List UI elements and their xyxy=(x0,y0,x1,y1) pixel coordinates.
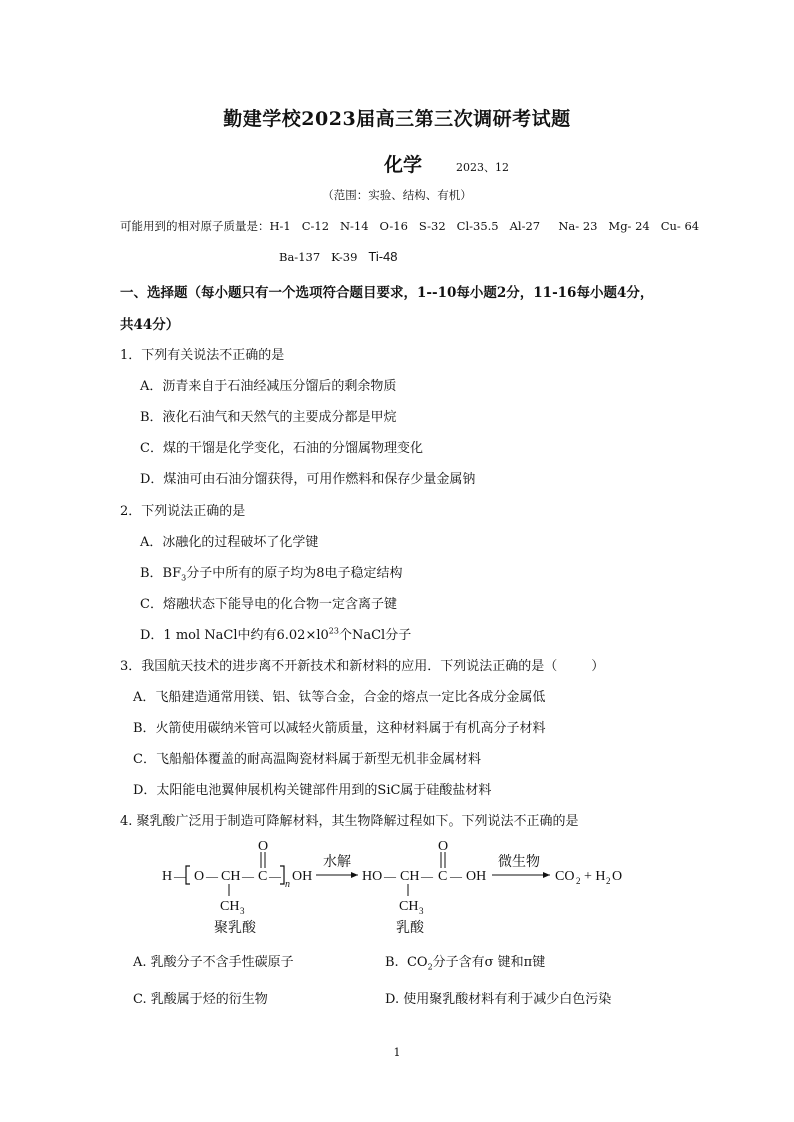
question-2-option-d-post: 个NaCl分子 xyxy=(338,628,412,643)
question-3-option-a: A．飞船建造通常用镁、铝、钛等合金，合金的熔点一定比各成分金属低 xyxy=(133,690,546,705)
question-2-option-c: C．熔融状态下能导电的化合物一定含离子键 xyxy=(140,597,397,612)
question-1-stem: 1．下列有关说法不正确的是 xyxy=(120,348,285,363)
section-heading: 一、选择题（每小题只有一个选项符合题目要求，1--10每小题2分，11-16每小题4分， xyxy=(120,285,654,301)
page-number: 1 xyxy=(393,1046,401,1059)
scheme-n: n xyxy=(285,879,290,890)
scheme-ch3-1: CH xyxy=(220,899,240,914)
scheme-dash-4: — xyxy=(269,869,281,883)
scheme-ch3-2: CH xyxy=(399,899,419,914)
scheme-acid-name: 乳酸 xyxy=(396,921,424,936)
scheme-products-h-sub: 2 xyxy=(606,876,611,886)
atomic-masses-line-2-main: Ba-137 K-39 xyxy=(279,250,369,264)
question-4-option-b-pre: B. CO xyxy=(385,955,428,970)
scheme-polymer-name: 聚乳酸 xyxy=(214,921,256,936)
scheme-ch3-2-sub: 3 xyxy=(419,906,424,916)
scheme-arrow-2-head xyxy=(543,872,550,878)
scheme-polymer-h: H xyxy=(162,869,173,884)
question-2-option-d-pre: D．1 mol NaCl中约有6.02×l0 xyxy=(140,628,329,643)
subject-label: 化学 xyxy=(384,154,423,176)
scheme-dash-1: — xyxy=(174,869,186,883)
question-3-stem xyxy=(120,655,604,674)
question-2-option-b-pre: B．BF xyxy=(140,566,182,581)
question-2-option-d-sup: 23 xyxy=(328,626,339,636)
question-3-option-b: B．火箭使用碳纳米管可以减轻火箭质量，这种材料属于有机高分子材料 xyxy=(133,721,546,736)
question-3-stem-close: ） xyxy=(591,659,605,674)
question-2-option-b-post: 分子中所有的原子均为8电子稳定结构 xyxy=(186,566,403,581)
scheme-arrow-2-label: 微生物 xyxy=(498,855,540,870)
scheme-products-co-sub: 2 xyxy=(576,876,581,886)
question-1-option-d: D．煤油可由石油分馏获得，可用作燃料和保存少量金属钠 xyxy=(140,472,476,487)
question-2-option-b-sub: 3 xyxy=(181,573,187,583)
scheme-arrow-1-head xyxy=(351,872,358,878)
question-4-stem: 4. 聚乳酸广泛用于制造可降解材料，其生物降解过程如下。下列说法不正确的是 xyxy=(120,814,579,829)
scheme-bracket-left xyxy=(186,866,190,884)
scheme-o-top-2: O xyxy=(438,839,449,854)
section-heading-cont: 共44分） xyxy=(120,317,180,333)
scheme-dash-3: — xyxy=(242,869,254,883)
scheme-dash-6: — xyxy=(421,869,433,883)
scheme-ch3-1-sub: 3 xyxy=(240,906,245,916)
question-4-option-b-sub: 2 xyxy=(427,962,433,972)
atomic-masses-line-1: 可能用到的相对原子质量是：H-1 C-12 N-14 O-16 S-32 Cl-35.5 Al-27 Na- 23 Mg- 24 Cu- 64 xyxy=(120,219,700,233)
question-3-option-d: D．太阳能电池翼伸展机构关键部件用到的SiC属于硅酸盐材料 xyxy=(133,783,492,798)
degradation-scheme xyxy=(158,838,628,938)
question-2-option-d xyxy=(140,624,411,643)
scheme-dash-5: — xyxy=(384,869,396,883)
scheme-oh-2: OH xyxy=(466,869,487,884)
question-3-option-c: C．飞船船体覆盖的耐高温陶瓷材料属于新型无机非金属材料 xyxy=(133,752,481,767)
exam-title: 勤建学校2023届高三第三次调研考试题 xyxy=(223,108,571,130)
subject-line xyxy=(384,150,509,177)
question-2-stem: 2．下列说法正确的是 xyxy=(120,504,246,519)
scheme-dash-7: — xyxy=(450,869,462,883)
question-4-option-d: D. 使用聚乳酸材料有利于减少白色污染 xyxy=(385,992,612,1007)
question-4-option-b xyxy=(385,951,545,972)
question-1-option-c: C．煤的干馏是化学变化，石油的分馏属物理变化 xyxy=(140,441,423,456)
scheme-o1: O xyxy=(194,869,205,884)
scheme-o-top-1: O xyxy=(258,839,269,854)
scheme-arrow-1-label: 水解 xyxy=(323,855,351,870)
scheme-ch-1: CH xyxy=(221,869,241,884)
scheme-oh-1: OH xyxy=(292,869,313,884)
scheme-products-co: CO xyxy=(555,869,575,884)
scheme-products-o: O xyxy=(612,869,623,884)
scheme-products-plus-h: + H xyxy=(584,869,606,884)
scheme-dash-2: — xyxy=(206,869,218,883)
question-3-stem-text: 3．我国航天技术的进步离不开新技术和新材料的应用．下列说法正确的是（ xyxy=(120,659,558,674)
question-1-option-a: A．沥青来自于石油经减压分馏后的剩余物质 xyxy=(140,379,397,394)
question-4-option-a: A. 乳酸分子不含手性碳原子 xyxy=(133,955,294,970)
scheme-ch-2: CH xyxy=(400,869,420,884)
question-2-option-b xyxy=(140,562,403,583)
question-1-option-b: B．液化石油气和天然气的主要成分都是甲烷 xyxy=(140,410,397,425)
question-4-option-c: C. 乳酸属于烃的衍生物 xyxy=(133,992,268,1007)
question-4-option-b-post: 分子含有σ 键和π键 xyxy=(432,955,546,970)
question-2-option-a: A．冰融化的过程破坏了化学键 xyxy=(140,535,319,550)
atomic-masses-line-2-last: Ti-48 xyxy=(368,249,398,264)
atomic-masses-line-2 xyxy=(279,249,398,264)
exam-scope: （范围：实验、结构、有机） xyxy=(322,188,472,202)
scheme-c-1: C xyxy=(258,869,268,884)
scheme-ho: HO xyxy=(362,869,383,884)
scheme-c-2: C xyxy=(438,869,448,884)
exam-date: 2023、12 xyxy=(456,161,510,174)
